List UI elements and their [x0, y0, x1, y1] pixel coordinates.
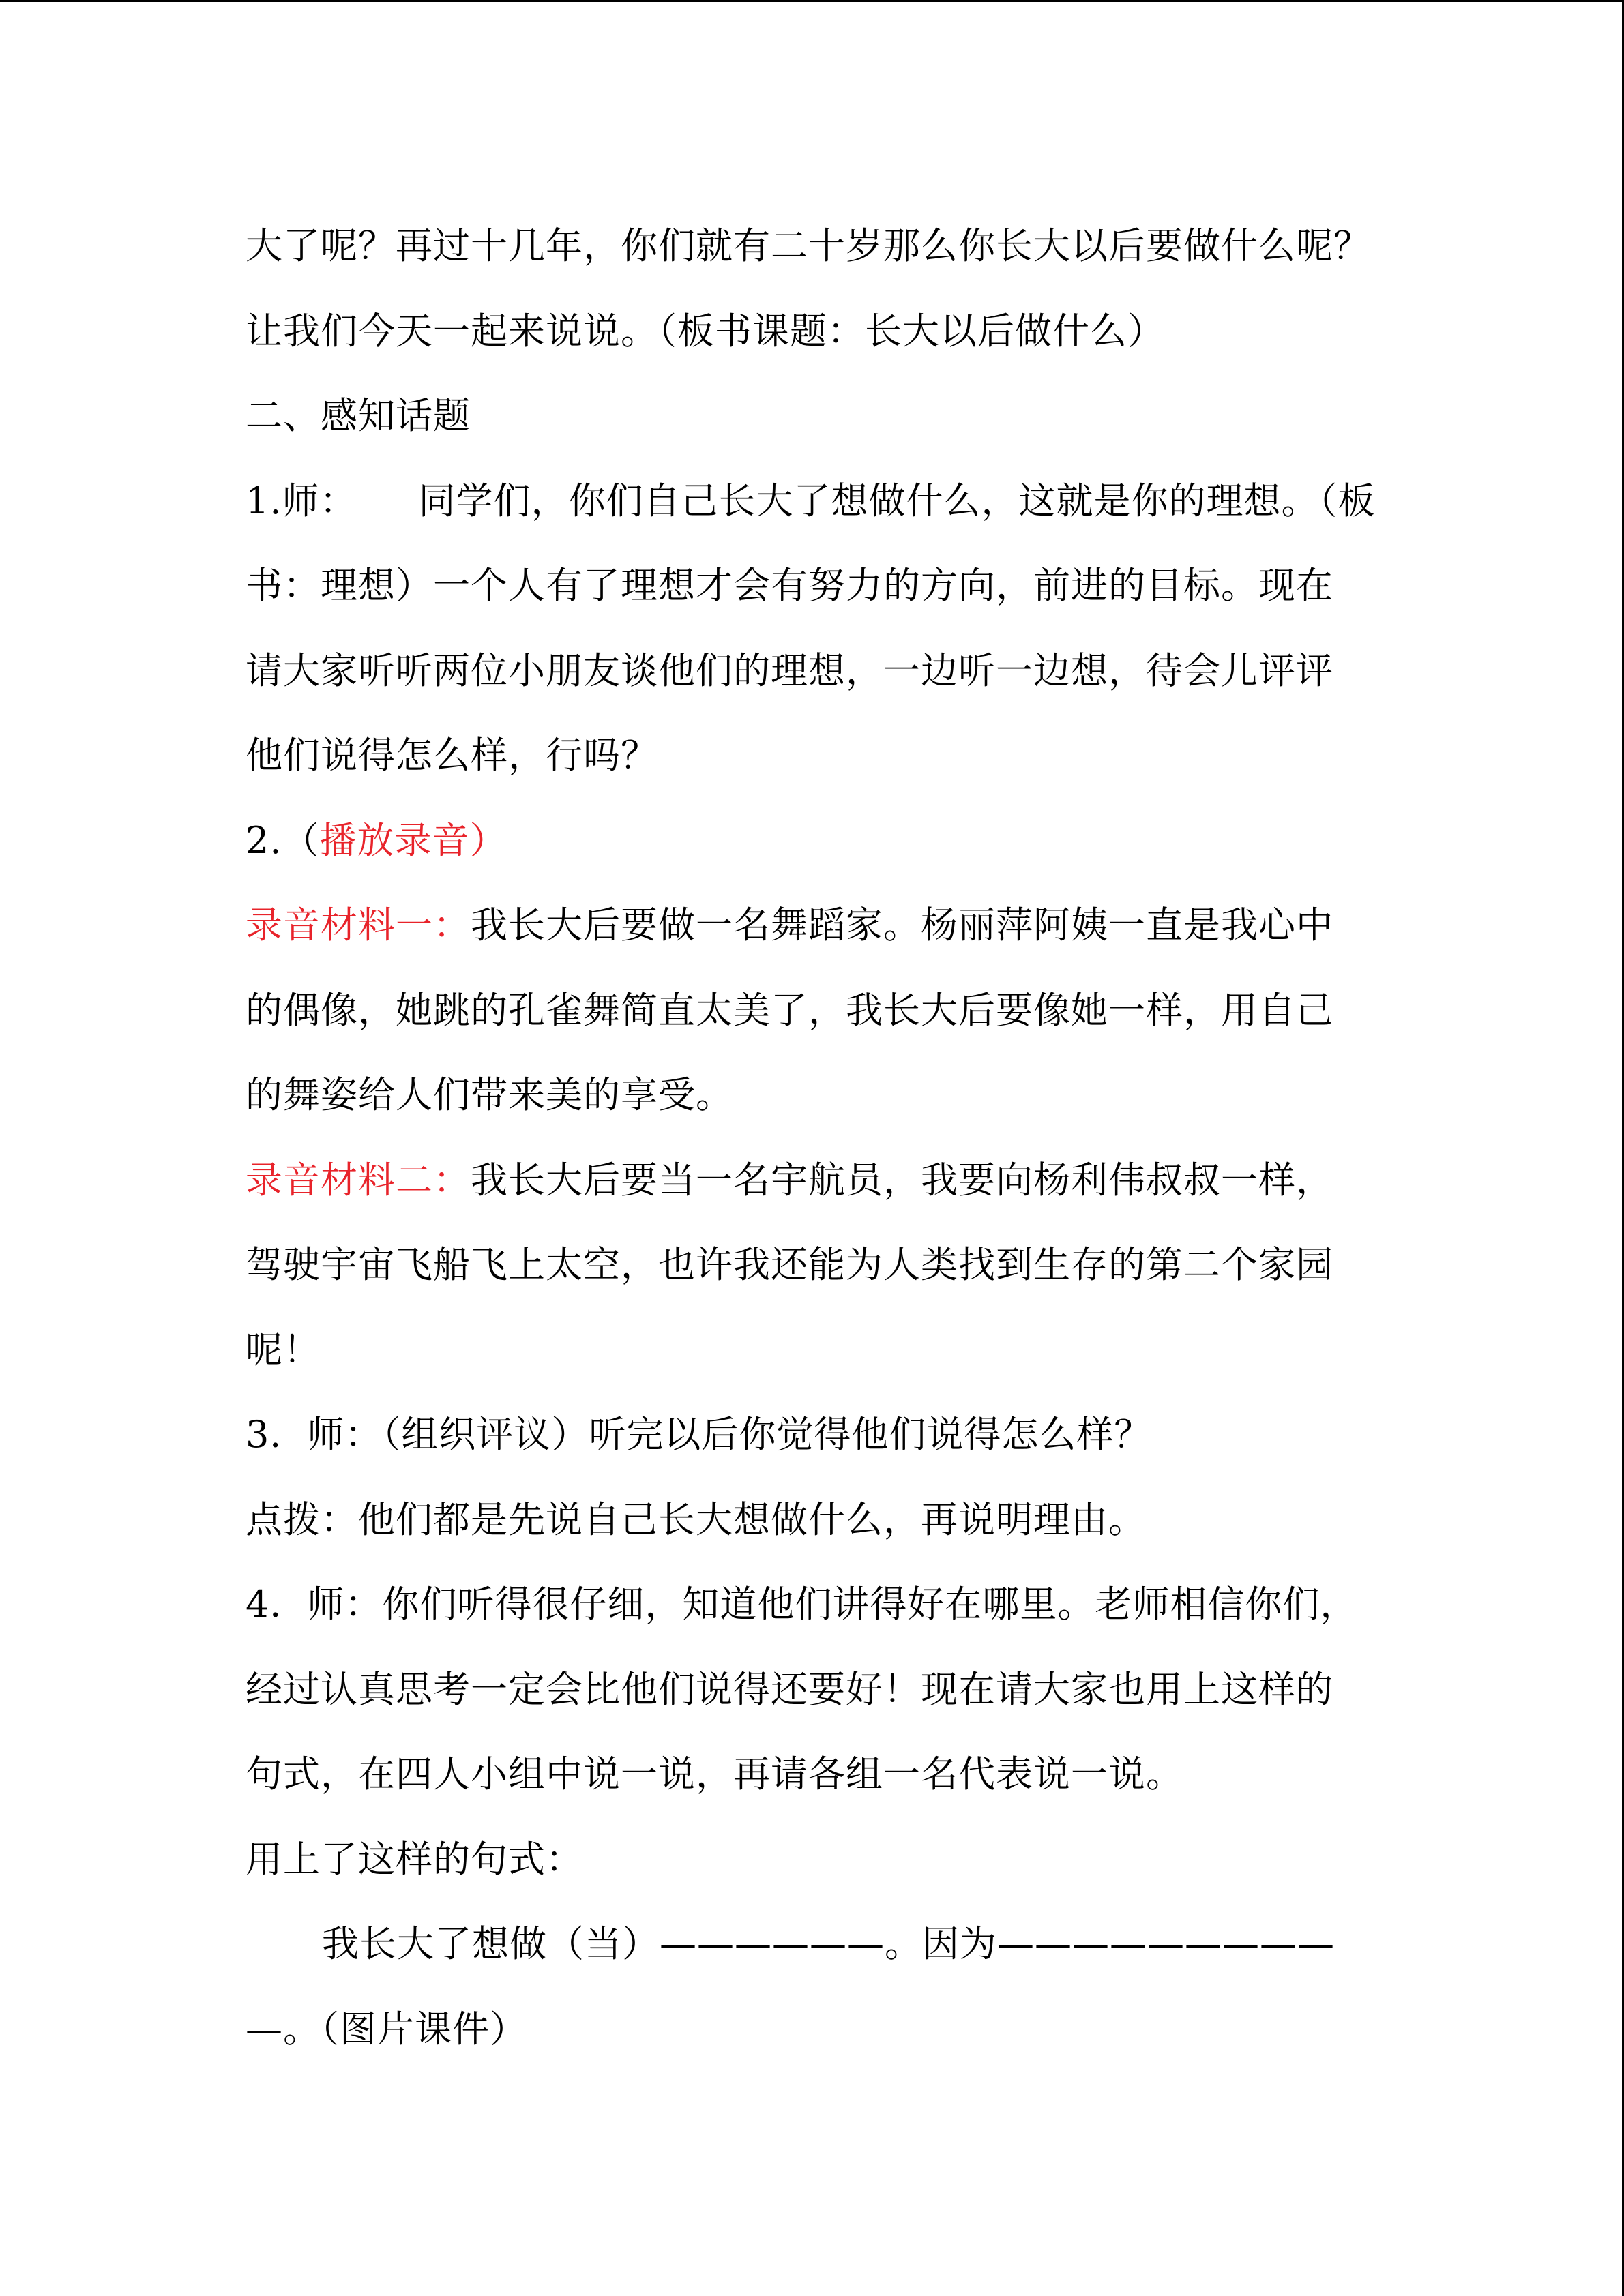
text-line: 经过认真思考一定会比他们说得还要好！现在请大家也用上这样的	[246, 1667, 1333, 1711]
section-heading: 二、感知话题	[246, 394, 471, 437]
text-line: 请大家听听两位小朋友谈他们的理想，一边听一边想，待会儿评评	[246, 648, 1333, 692]
text-line: 他们说得怎么样，行吗？	[246, 734, 658, 777]
step-label: 1.师：	[246, 479, 357, 522]
text-line: —。（图片课件）	[246, 2007, 527, 2051]
material-text: 我长大后要做一名舞蹈家。杨丽萍阿姨一直是我心中	[471, 904, 1333, 946]
text-line: 书：理想）一个人有了理想才会有努力的方向，前进的目标。现在	[246, 564, 1333, 607]
text-line: 点拨：他们都是先说自己长大想做什么，再说明理由。	[246, 1497, 1146, 1541]
text-line: 让我们今天一起来说说。（板书课题：长大以后做什么）	[246, 309, 1165, 353]
text-line	[246, 883, 1391, 968]
text-line	[246, 1138, 1391, 1223]
material-text: 我长大后要当一名宇航员，我要向杨利伟叔叔一样，	[471, 1158, 1333, 1202]
text-line: 驾驶宇宙飞船飞上太空，也许我还能为人类找到生存的第二个家园	[246, 1243, 1333, 1286]
text-line: 3．师：（组织评议）听完以后你觉得他们说得怎么样？	[246, 1413, 1152, 1456]
material-label: 录音材料二：	[246, 1158, 471, 1202]
text-line: 4．师：你们听得很仔细，知道他们讲得好在哪里。老师相信你们，	[246, 1583, 1358, 1626]
material-label: 录音材料一：	[246, 904, 471, 946]
text-line: 大了呢？再过十几年，你们就有二十岁那么你长大以后要做什么呢？	[246, 224, 1371, 267]
text-line: 句式，在四人小组中说一说，再请各组一名代表说一说。	[246, 1753, 1183, 1795]
sentence-pattern: 我长大了想做（当）——————。因为—————————	[322, 1922, 1335, 1965]
text-line	[246, 799, 1391, 884]
text-line	[246, 459, 1391, 544]
document-body	[246, 204, 1391, 2072]
text-line: 用上了这样的句式：	[246, 1837, 583, 1881]
step-text: 同学们，你们自己长大了想做什么，这就是你的理想。（板	[418, 479, 1376, 522]
text-line: 的舞姿给人们带来美的享受。	[246, 1073, 733, 1116]
text-line: 的偶像，她跳的孔雀舞简直太美了，我长大后要像她一样，用自己	[246, 988, 1333, 1032]
highlight-text: 播放录音）	[319, 818, 507, 862]
step-label: 2.（	[246, 818, 320, 862]
text-line: 呢！	[246, 1328, 321, 1371]
